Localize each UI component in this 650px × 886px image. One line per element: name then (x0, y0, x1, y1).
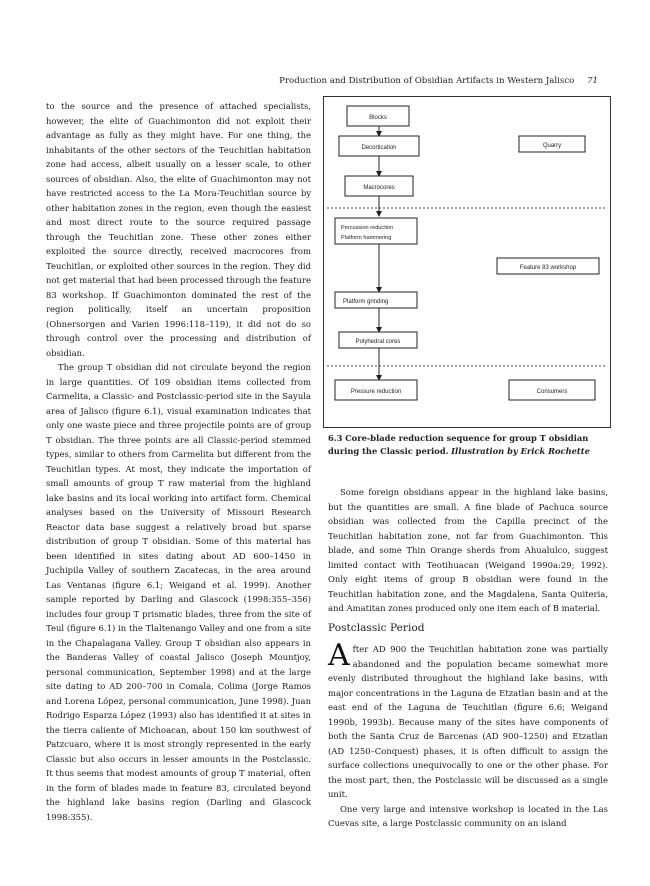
label-blocks: Blocks (369, 115, 387, 121)
caption-credit: Illustration by Erick Rochette (451, 446, 590, 456)
label-polyhedral-cores: Polyhedral cores (355, 339, 401, 345)
drop-cap: A (328, 638, 350, 673)
caption-number: 6.3 (328, 433, 343, 443)
postclassic-paragraph-1: fter AD 900 the Teuchitlan habitation zone was partially abandoned and the population became somewhat more evenly distributed throughout the highland lake basins, with major concentrations in the Laguna de Etzatlan basin and at the east end of the Laguna de Teuchitlan (figure 6.6; Weigand 1990b, 1993b). Because many of the sites have components of both the Santa Cruz de Barcenas (AD 900–1250) and Etzatlan (AD 1250–Conquest) phases, it is often difficult to assign the surface collections unequivocally to one or the other phase. For the most part, then, the Postclassic will be discussed as a single unit. (328, 644, 608, 799)
right-column (328, 485, 608, 616)
reduction-sequence-figure (323, 96, 611, 428)
label-consumers: Consumers (536, 389, 568, 395)
section-title: Postclassic Period (328, 622, 425, 634)
postclassic-paragraph-2: One very large and intensive workshop is located in the Las Cuevas site, a large Postclassic community on an island (328, 803, 608, 828)
left-column (46, 99, 311, 824)
label-platform-hammering: Platform hammering (341, 235, 392, 241)
postclassic-text (328, 638, 608, 831)
body-paragraph: to the source and the presence of attached specialists, however, the elite of Guachimonton did not exploit their advantage as fully as they might have. For one thing, the inhabitants of the other sectors of the Teuchitlan habitation zone had access, albeit usually on a lesser scale, to other sources of obsidian. Also, the elite of Guachimonton may not have restricted access to the La Mora-Teuchitlan source by other habitation zones in the region, even though the easiest and most direct route to the source required passage through the Teuchitlan zone. These other zones either exploited the source directly, received macrocores from Teuchitlan, or exploited other sources in the region. They did not get material that had been processed through the feature 83 workshop. If Guachimonton dominated the rest of the region politically, itself an uncertain proposition (Ohnersorgen and Varien 1996:118–119), it did not do so through control over the processing and distribution of obsidian. (46, 101, 311, 358)
label-feature-83-workshop: Feature 83 workshop (519, 265, 577, 271)
body-paragraph: The group T obsidian did not circulate beyond the region in large quantities. Of 109 obsidian items collected from Carmelita, a Classic- and Postclassic-period site in the Sayula area of Jalisco (figure 6.1), visual examination indicates that only one waste piece and three projectile points are of group T obsidian. The three points are all Classic-period stemmed types, similar to others from Carmelita but different from the Teuchitlan types. At most, they indicate the importation of small amounts of group T raw material from the highland lake basins and its local working into artifact form. Chemical analyses based on the University of Missouri Research Reactor data base suggest a relatively broad but sparse distribution of group T obsidian. Some of this material has been identified in sites dating about AD 600–1450 in Juchipila Valley of southern Zacatecas, in the area around Las Ventanas (figure 6.1; Weigand et al. 1999). Another sample reported by Darling and Glascock (1998:355–356) includes four group T prismatic blades, three from the site of Teul (figure 6.1) in the Tlaltenango Valley and one from a site in the Chapalagana Valley. Group T obsidian also appears in the Banderas Valley of coastal Jalisco (Joseph Mountjoy, personal communication, September 1998) and at the large site dating to AD 200–700 in Comala, Colima (Jorge Ramos and Lorena López, personal communication, June 1998). Juan Rodrigo Esparza López (1993) also has identified it at sites in the tierra caliente of Michoacan, about 150 km southwest of Patzcuaro, where it is most strongly represented in the early Classic but also occurs in lesser amounts in the Postclassic. It thus seems that modest amounts of group T material, often in the form of blades made in feature 83, circulated beyond the highland lake basins region (Darling and Glascock 1998:355). (46, 362, 311, 822)
label-platform-grinding: Platform grinding (343, 299, 389, 305)
label-decortication: Decortication (361, 145, 397, 151)
page-number: 71 (587, 76, 598, 86)
body-paragraph: Some foreign obsidians appear in the highland lake basins, but the quantities are small. A fine blade of Pachuca source obsidian was collected from the Capilla precinct of the Teuchitlan habitation zone, not far from Guachimonton. This blade, and some Thin Orange sherds from Ahualulco, suggest limited contact with Teotihuacan (Weigand 1990a:29; 1992). Only eight items of group B obsidian were found in the Teuchitlan habitation zone, and the Magdalena, Santa Quiteria, and Amatitan zones produced only one item each of B material. (328, 487, 608, 613)
label-percussion-reduction: Percussion reduction (341, 225, 394, 231)
running-head (279, 76, 598, 86)
label-quarry: Quarry (542, 143, 562, 149)
label-macrocores: Macrocores (363, 185, 395, 191)
label-pressure-reduction: Pressure reduction (350, 389, 402, 395)
caption-text: Core-blade reduction sequence for group T obsidian during the Classic period. (328, 433, 589, 456)
running-head-title: Production and Distribution of Obsidian Artifacts in Western Jalisco (279, 76, 575, 86)
figure-caption (328, 432, 610, 458)
